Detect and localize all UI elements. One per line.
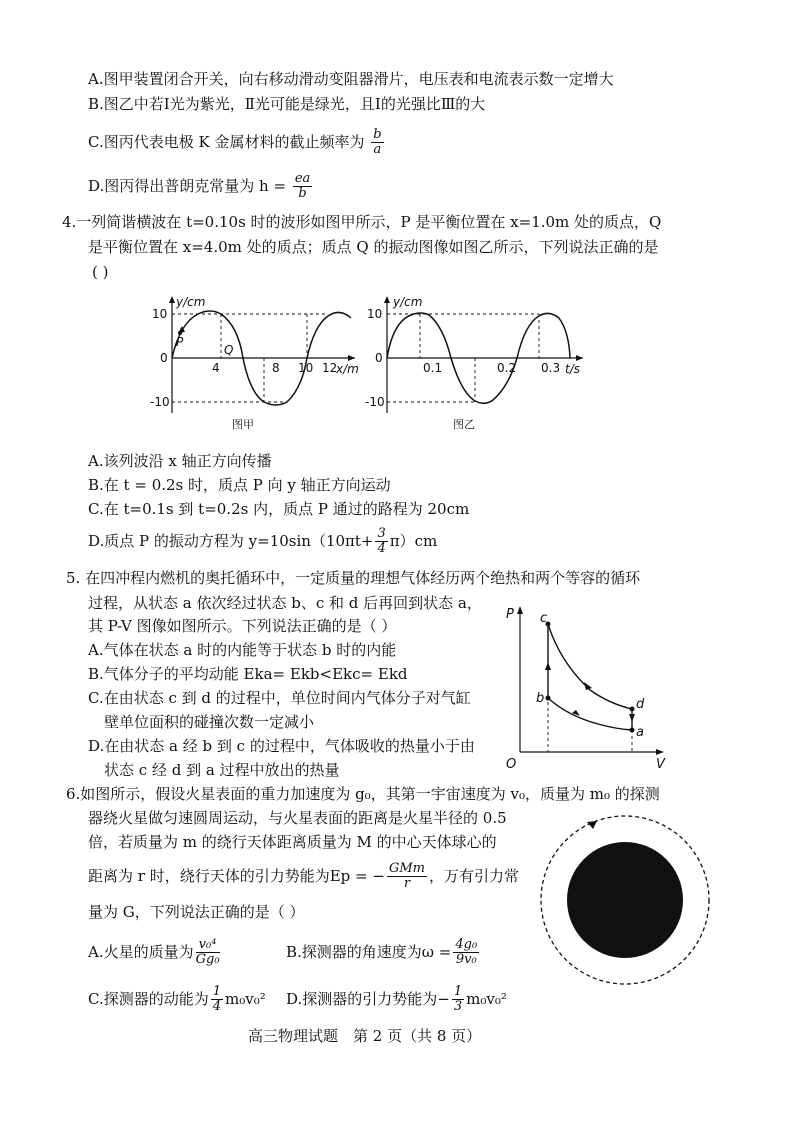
graph2-ytick-neg10: -10 [365,395,385,409]
graph1-ytick-neg10: -10 [150,395,170,409]
q5-stem-line3: 其 P-V 图像如图所示。下列说法正确的是（ ） [88,617,397,635]
pv-state-c: c [540,611,548,626]
q5-option-d-line1: D.在由状态 a 经 b 到 c 的过程中，气体吸收的热量小于由 [88,737,475,755]
graph1-ytick-10: 10 [152,307,168,321]
q6-orbit-figure [535,810,715,990]
q6-option-c: C.探测器的动能为 $\frac{1}{4}$ m₀v₀² [88,984,266,1015]
graph1-xtick-12: 12 [322,361,338,375]
q4-answer-paren: ( ) [92,263,109,281]
q4-option-b: B.在 t = 0.2s 时，质点 P 向 y 轴正方向运动 [88,476,391,494]
q5-option-c-line1: C.在由状态 c 到 d 的过程中，单位时间内气体分子对气缸 [88,689,471,707]
pv-origin: O [506,757,517,772]
graph1-xtick-4: 4 [212,361,220,375]
graph2-xtick-0.3: 0.3 [541,361,561,375]
graph2-xlabel: t/s [565,362,580,376]
q3-option-c: C.图丙代表电极 K 金属材料的截止频率为 $\frac{b}{a}$ [88,127,382,158]
q6-stem-line2: 器绕火星做匀速圆周运动，与火星表面的距离是火星半径的 0.5 [88,809,507,827]
q4-wave-graph [150,288,360,433]
q5-stem-line1: 5. 在四冲程内燃机的奥托循环中，一定质量的理想气体经历两个绝热和两个等容的循环 [66,569,641,587]
graph2-xtick-0.2: 0.2 [497,361,517,375]
graph2-ytick-10: 10 [367,307,383,321]
q4-option-c: C.在 t=0.1s 到 t=0.2s 内，质点 P 通过的路程为 20cm [88,500,470,518]
graph1-ytick-0: 0 [160,351,168,365]
q4-stem-line2: 是平衡位置在 x=4.0m 处的质点；质点 Q 的振动图像如图乙所示，下列说法正确的是 [88,238,659,256]
pv-state-a: a [636,725,644,740]
q4-option-d-fraction: $\frac{3}{4}$ [377,526,386,557]
graph2-xtick-0.1: 0.1 [423,361,443,375]
graph1-ylabel: y/cm [176,295,206,309]
q6-stem-line4: 距离为 r 时，绕行天体的引力势能为Ep = − $\frac{\text{GMm}}{r}$ ，万有引力常 [88,861,519,892]
pv-state-d: d [636,697,645,712]
graph1-point-p: P [176,335,184,349]
q6-stem-line3: 倍，若质量为 m 的绕行天体距离质量为 M 的中心天体球心的 [88,833,497,851]
graph1-caption: 图甲 [232,418,254,431]
q6-option-a-fraction: $\frac{\text{v₀⁴}}{\text{Gg₀}}$ [195,937,220,968]
q6-option-d-fraction: $\frac{1}{3}$ [453,984,463,1015]
pv-axis-p: P [506,607,514,622]
q5-option-a: A.气体在状态 a 时的内能等于状态 b 时的内能 [88,641,397,659]
graph2-caption: 图乙 [453,418,475,431]
q4-stem-line1: 4.一列简谐横波在 t=0.10s 时的波形如图甲所示，P 是平衡位置在 x=1.0m 处的质点，Q [62,213,662,231]
graph1-point-q: Q [224,343,234,357]
q4-vibration-graph [365,288,590,433]
pv-axis-v: V [656,757,665,772]
q6-stem-line1: 6.如图所示，假设火星表面的重力加速度为 g₀，其第一宇宙速度为 v₀，质量为 m₀ 的探测 [66,785,660,803]
q6-potential-fraction: $\frac{\text{GMm}}{r}$ [388,861,425,892]
q3-option-b: B.图乙中若Ⅰ光为紫光，Ⅱ光可能是绿光，且Ⅰ的光强比Ⅲ的大 [88,95,486,113]
q3-option-c-fraction: $\frac{b}{a}$ [373,127,382,158]
graph1-xlabel: x/m [336,362,359,376]
q6-option-c-fraction: $\frac{1}{4}$ [212,984,221,1015]
q5-option-c-line2: 壁单位面积的碰撞次数一定减小 [104,713,315,731]
graph1-xtick-8: 8 [272,361,280,375]
q5-pv-graph [500,602,670,774]
q5-option-b: B.气体分子的平均动能 Eka= Ekb<Ekc= Ekd [88,665,408,683]
q5-option-d-line2: 状态 c 经 d 到 a 过程中放出的热量 [104,761,340,779]
q4-option-a: A.该列波沿 x 轴正方向传播 [88,452,272,470]
q4-option-d: D.质点 P 的振动方程为 y=10sin（10πt+ $\frac{3}{4}$ π）cm [88,526,438,557]
graph1-xtick-10: 10 [298,361,314,375]
page-footer: 高三物理试题 第 2 页（共 8 页） [248,1027,482,1045]
q5-stem-line2: 过程，从状态 a 依次经过状态 b、c 和 d 后再回到状态 a， [88,594,482,612]
q3-option-d-fraction: $\frac{ea}{b}$ [294,171,311,202]
graph2-ylabel: y/cm [393,295,423,309]
q3-option-a: A.图甲装置闭合开关，向右移动滑动变阻器滑片，电压表和电流表示数一定增大 [88,70,614,88]
graph2-ytick-0: 0 [375,351,383,365]
q3-option-d: D.图丙得出普朗克常量为 h = $\frac{ea}{b}$ [88,171,311,202]
q6-option-d: D.探测器的引力势能为− $\frac{1}{3}$ m₀v₀² [286,984,507,1015]
q6-option-b: B.探测器的角速度为ω = $\frac{\text{4g₀}}{\text{9v₀}}$ [286,937,478,968]
mars-planet [567,842,683,958]
q6-stem-line5: 量为 G，下列说法正确的是（ ） [88,903,305,921]
q6-option-a: A.火星的质量为 $\frac{\text{v₀⁴}}{\text{Gg₀}}$ [88,937,220,968]
pv-state-b: b [536,691,545,706]
q6-option-b-fraction: $\frac{\text{4g₀}}{\text{9v₀}}$ [455,937,478,968]
